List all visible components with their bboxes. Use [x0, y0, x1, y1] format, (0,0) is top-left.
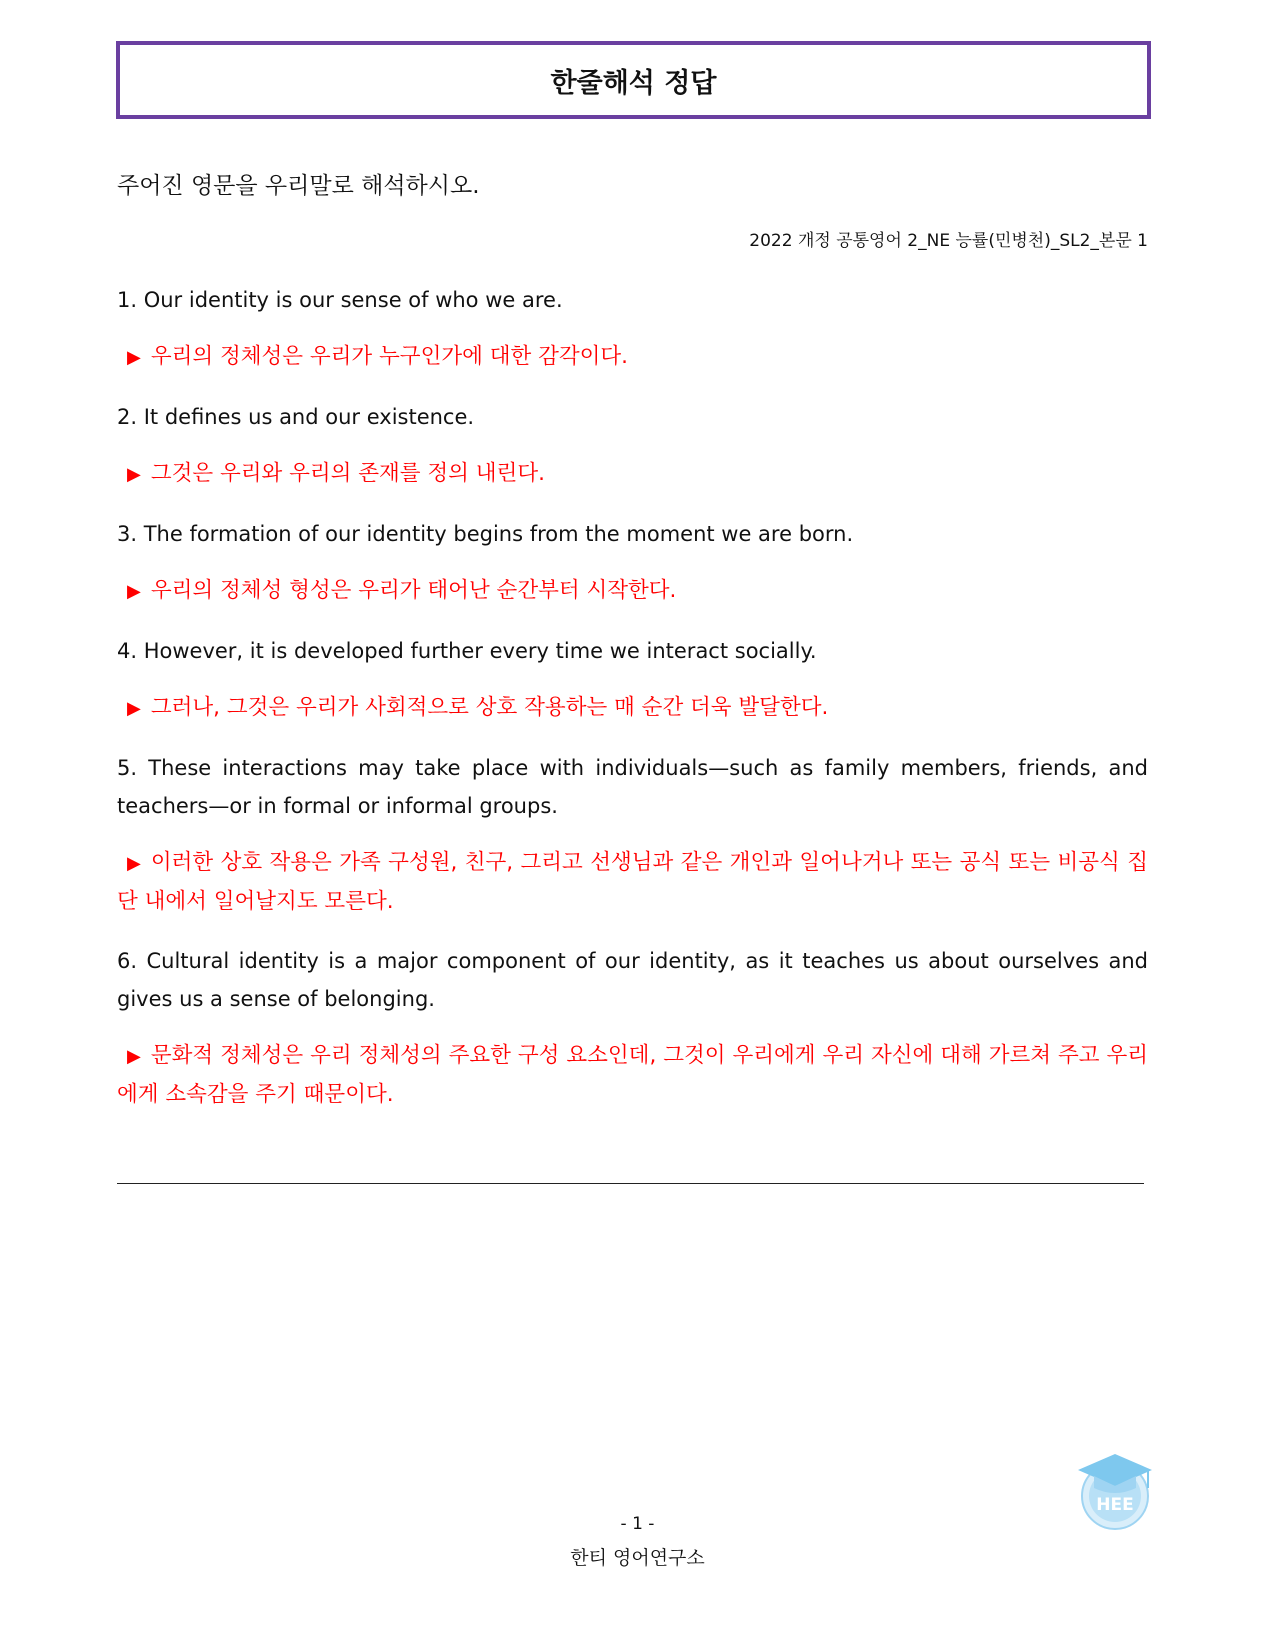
- divider-line: [117, 1183, 1144, 1184]
- korean-text: 우리의 정체성은 우리가 누구인가에 대한 감각이다.: [150, 344, 629, 369]
- korean-text: 그러나, 그것은 우리가 사회적으로 상호 작용하는 매 순간 더욱 발달한다.: [150, 695, 829, 720]
- page-title: 한줄해석 정답: [550, 67, 717, 99]
- arrow-right-icon: ▶: [127, 698, 141, 719]
- english-sentence: 4. However, it is developed further every time we interact socially.: [117, 639, 817, 663]
- english-sentence: 6. Cultural identity is a major component of our identity, as it teaches us about ourselves and gives us a sense of belonging.: [117, 949, 1148, 1011]
- english-sentence: 2. It defines us and our existence.: [117, 405, 475, 429]
- list-item: [117, 515, 1148, 611]
- english-sentence: 3. The formation of our identity begins from the moment we are born.: [117, 522, 854, 546]
- source-label: 2022 개정 공통영어 2_NE 능률(민병천)_SL2_본문 1: [749, 231, 1148, 251]
- arrow-right-icon: ▶: [127, 464, 141, 485]
- logo-text: HEE: [1096, 1495, 1134, 1515]
- page-number: - 1 -: [620, 1514, 655, 1534]
- list-item: [117, 398, 1148, 494]
- korean-translation: [117, 455, 1148, 494]
- arrow-right-icon: ▶: [127, 853, 141, 874]
- korean-translation: [117, 338, 1148, 377]
- arrow-right-icon: ▶: [127, 581, 141, 602]
- list-item: [117, 749, 1148, 921]
- korean-translation: [117, 844, 1148, 921]
- korean-text: 그것은 우리와 우리의 존재를 정의 내린다.: [150, 461, 545, 486]
- korean-translation: [117, 1037, 1148, 1114]
- korean-translation: [117, 572, 1148, 611]
- instruction-text: 주어진 영문을 우리말로 해석하시오.: [117, 173, 480, 199]
- korean-translation: [117, 689, 1148, 728]
- title-box: [116, 41, 1151, 119]
- arrow-right-icon: ▶: [127, 347, 141, 368]
- korean-text: 이러한 상호 작용은 가족 구성원, 친구, 그리고 선생님과 같은 개인과 일어나거나 또는 공식 또는 비공식 집단 내에서 일어날지도 모른다.: [117, 850, 1148, 914]
- organization-name: 한티 영어연구소: [570, 1547, 705, 1569]
- english-sentence: 1. Our identity is our sense of who we are.: [117, 288, 563, 312]
- item-list: [117, 281, 1148, 1135]
- korean-text: 문화적 정체성은 우리 정체성의 주요한 구성 요소인데, 그것이 우리에게 우리 자신에 대해 가르쳐 주고 우리에게 소속감을 주기 때문이다.: [117, 1043, 1148, 1107]
- english-sentence: 5. These interactions may take place with individuals—such as family members, friends, and teachers—or in formal or informal groups.: [117, 756, 1148, 818]
- arrow-right-icon: ▶: [127, 1046, 141, 1067]
- list-item: [117, 281, 1148, 377]
- korean-text: 우리의 정체성 형성은 우리가 태어난 순간부터 시작한다.: [150, 578, 677, 603]
- list-item: [117, 632, 1148, 728]
- list-item: [117, 942, 1148, 1114]
